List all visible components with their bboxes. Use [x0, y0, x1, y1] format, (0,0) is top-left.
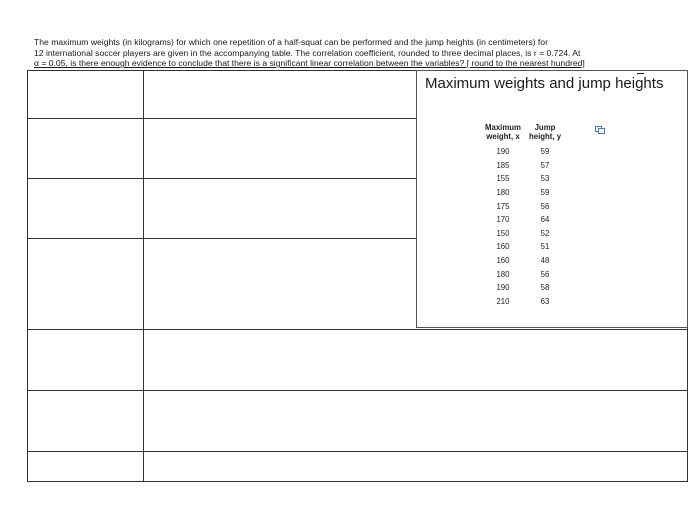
- answer-cell-label-5[interactable]: [28, 330, 143, 390]
- table-header-row: [481, 123, 565, 145]
- problem-statement: [34, 37, 684, 69]
- table-row: 185 57: [496, 160, 550, 170]
- table-row: 160 51: [496, 242, 550, 252]
- answer-cell-value-6[interactable]: [144, 391, 688, 451]
- table-row: 190 58: [496, 283, 550, 293]
- answer-cell-label-4[interactable]: [28, 239, 143, 329]
- copy-icon[interactable]: [595, 126, 605, 134]
- table-row: 190 59: [496, 147, 550, 157]
- answer-cell-value-1[interactable]: [144, 71, 417, 118]
- answer-cell-label-6[interactable]: [28, 391, 143, 451]
- answer-cell-value-7[interactable]: [144, 452, 688, 482]
- answer-cell-value-2[interactable]: [144, 119, 417, 178]
- answer-cell-label-3[interactable]: [28, 179, 143, 238]
- popup-title-text: Maximum weights and jump heights: [425, 75, 664, 92]
- answer-cell-label-1[interactable]: [28, 71, 143, 118]
- table-row: 175 56: [496, 201, 550, 211]
- table-row: 160 48: [496, 256, 550, 266]
- answer-cell-value-4[interactable]: [144, 239, 417, 329]
- table-row: 180 56: [496, 269, 550, 279]
- table-row: 180 59: [496, 188, 550, 198]
- popup-title: [425, 75, 663, 92]
- table-row: 150 52: [496, 228, 550, 238]
- column-header-x: Maximum weight, x: [485, 123, 521, 141]
- table-row: 210 63: [496, 296, 550, 306]
- answer-cell-label-2[interactable]: [28, 119, 143, 178]
- answer-cell-value-3[interactable]: [144, 179, 417, 238]
- problem-line-2: 12 international soccer players are given in the accompanying table. The correlation coefficient, rounded to three decimal places, is r = 0.724. At: [34, 47, 581, 58]
- data-table: [481, 123, 565, 308]
- table-row: 170 64: [496, 215, 550, 225]
- data-popup: [416, 70, 688, 328]
- column-header-y: Jump height, y: [528, 123, 562, 141]
- table-row: 155 53: [496, 174, 550, 184]
- problem-line-3: α = 0.05, is there enough evidence to conclude that there is a significant linear correlation between the variables? [ round to the nearest hundred]: [34, 58, 585, 69]
- problem-line-1: The maximum weights (in kilograms) for which one repetition of a half-squat can be performed and the jump heights (in centimeters) for: [34, 37, 548, 47]
- title-overline-mark: [637, 73, 644, 74]
- answer-cell-value-5[interactable]: [144, 330, 688, 390]
- answer-cell-label-7[interactable]: [28, 452, 143, 482]
